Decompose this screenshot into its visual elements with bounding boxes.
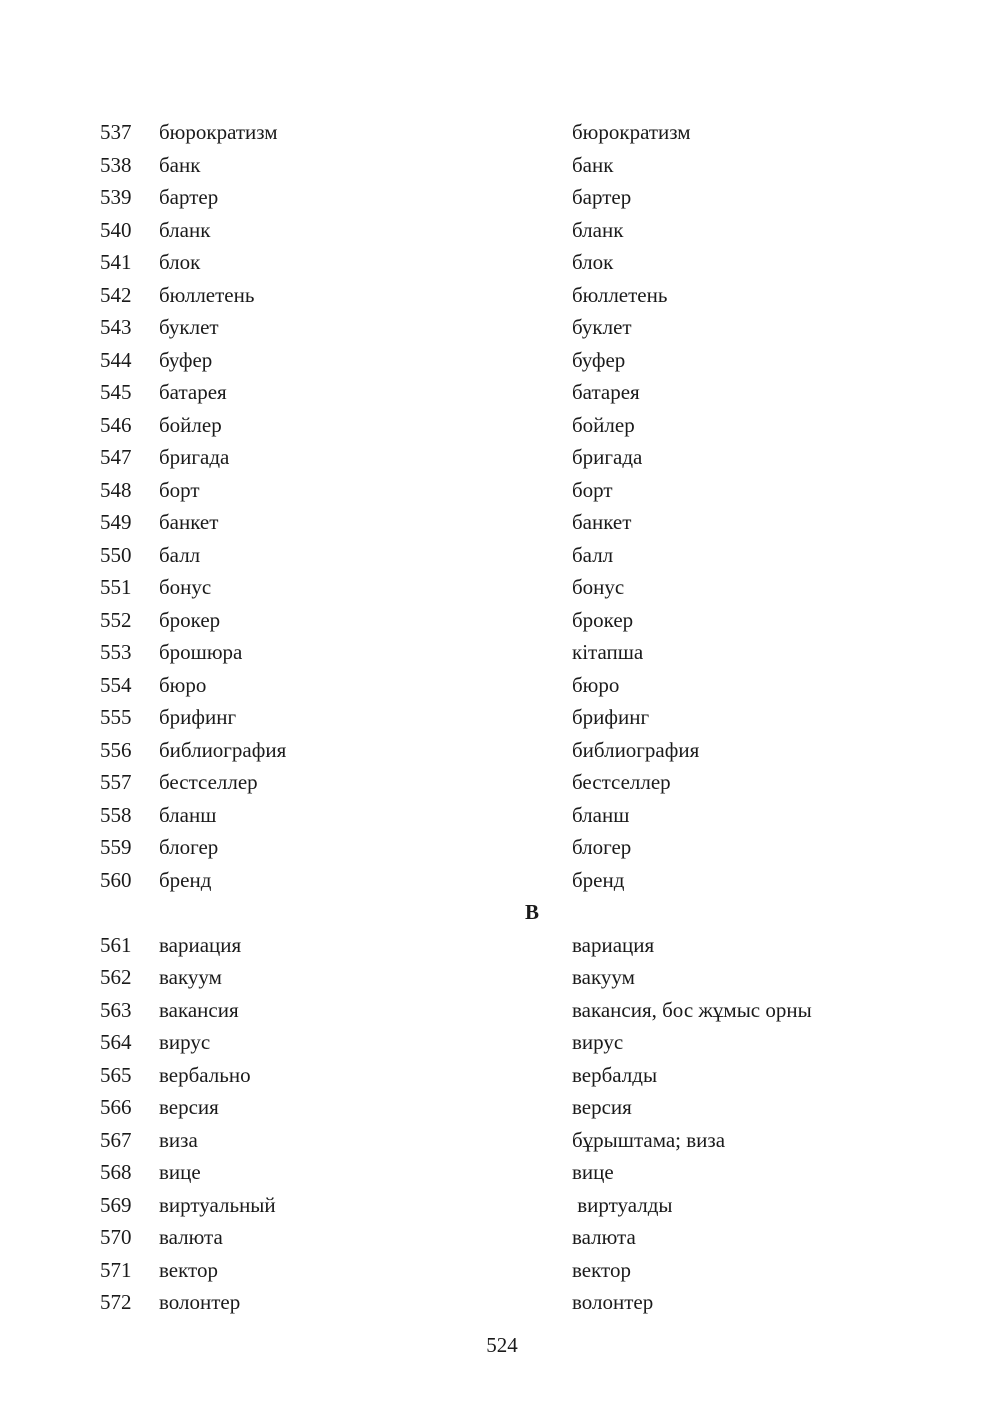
glossary-row bbox=[0, 1254, 1004, 1287]
entry-number: 553 bbox=[100, 640, 132, 664]
glossary-row bbox=[0, 506, 1004, 539]
russian-term: банкет bbox=[159, 510, 219, 534]
kazakh-term: брифинг bbox=[572, 705, 650, 729]
glossary-row bbox=[0, 1124, 1004, 1157]
russian-term: вариация bbox=[159, 932, 242, 957]
glossary-row bbox=[0, 571, 1004, 604]
russian-term: бренд bbox=[159, 867, 212, 892]
entry-number: 566 bbox=[100, 1095, 132, 1119]
russian-term: виза bbox=[159, 1127, 198, 1152]
entry-number: 557 bbox=[100, 770, 132, 794]
entry-number: 543 bbox=[100, 315, 132, 339]
entry-number: 560 bbox=[100, 867, 132, 892]
russian-term: библиография bbox=[159, 737, 287, 762]
entry-number: 537 bbox=[100, 120, 132, 144]
kazakh-term: бюллетень bbox=[572, 282, 668, 307]
glossary-row bbox=[0, 799, 1004, 832]
kazakh-term: бюро bbox=[572, 672, 620, 697]
entry-number: 563 bbox=[100, 997, 132, 1022]
russian-term: вектор bbox=[159, 1257, 218, 1282]
kazakh-term: бланк bbox=[572, 217, 624, 242]
russian-term: волонтер bbox=[159, 1290, 241, 1314]
entry-number: 548 bbox=[100, 477, 132, 502]
russian-term: бонус bbox=[159, 575, 212, 599]
glossary-row bbox=[0, 181, 1004, 214]
entry-number: 561 bbox=[100, 932, 132, 957]
entry-number: 540 bbox=[100, 217, 132, 242]
entry-number: 551 bbox=[100, 575, 132, 599]
glossary-row bbox=[0, 734, 1004, 767]
glossary-row bbox=[0, 279, 1004, 312]
entry-number: 564 bbox=[100, 1030, 132, 1054]
kazakh-term: буфер bbox=[572, 347, 626, 372]
glossary-row bbox=[0, 701, 1004, 734]
russian-term: блогер bbox=[159, 835, 219, 859]
glossary-row bbox=[0, 1026, 1004, 1059]
kazakh-term: бюрократизм bbox=[572, 120, 691, 144]
glossary-list bbox=[0, 116, 1004, 1319]
kazakh-term: вербалды bbox=[572, 1062, 658, 1087]
glossary-row bbox=[0, 929, 1004, 962]
kazakh-term: кітапша bbox=[572, 640, 644, 664]
kazakh-term: блогер bbox=[572, 835, 632, 859]
russian-term: бойлер bbox=[159, 412, 222, 437]
glossary-group-b bbox=[0, 116, 1004, 896]
kazakh-term: вирус bbox=[572, 1030, 624, 1054]
kazakh-term: бартер bbox=[572, 185, 632, 209]
entry-number: 539 bbox=[100, 185, 132, 209]
kazakh-term: бойлер bbox=[572, 412, 635, 437]
entry-number: 558 bbox=[100, 802, 132, 827]
kazakh-term: вакансия, бос жұмыс орны bbox=[572, 997, 812, 1022]
entry-number: 562 bbox=[100, 965, 132, 989]
glossary-row bbox=[0, 344, 1004, 377]
entry-number: 546 bbox=[100, 412, 132, 437]
kazakh-term: бұрыштама; виза bbox=[572, 1127, 726, 1152]
glossary-row bbox=[0, 961, 1004, 994]
russian-term: вакуум bbox=[159, 965, 222, 989]
glossary-row bbox=[0, 1091, 1004, 1124]
russian-term: банк bbox=[159, 152, 201, 177]
kazakh-term: волонтер bbox=[572, 1290, 654, 1314]
section-letter: В bbox=[524, 900, 540, 924]
entry-number: 556 bbox=[100, 737, 132, 762]
entry-number: 542 bbox=[100, 282, 132, 307]
russian-term: бюро bbox=[159, 672, 207, 697]
glossary-row bbox=[0, 311, 1004, 344]
kazakh-term: батарея bbox=[572, 380, 640, 404]
entry-number: 554 bbox=[100, 672, 132, 697]
entry-number: 550 bbox=[100, 542, 132, 567]
glossary-row bbox=[0, 441, 1004, 474]
glossary-group-v bbox=[0, 929, 1004, 1319]
kazakh-term: версия bbox=[572, 1095, 632, 1119]
glossary-row bbox=[0, 1286, 1004, 1319]
glossary-row bbox=[0, 246, 1004, 279]
entry-number: 559 bbox=[100, 835, 132, 859]
russian-term: батарея bbox=[159, 380, 227, 404]
entry-number: 547 bbox=[100, 445, 132, 469]
russian-term: валюта bbox=[159, 1225, 223, 1249]
russian-term: бюрократизм bbox=[159, 120, 278, 144]
kazakh-term: бригада bbox=[572, 445, 643, 469]
glossary-row bbox=[0, 149, 1004, 182]
russian-term: вакансия bbox=[159, 997, 239, 1022]
kazakh-term: вакуум bbox=[572, 965, 635, 989]
kazakh-term: банкет bbox=[572, 510, 632, 534]
glossary-row bbox=[0, 376, 1004, 409]
section-heading bbox=[0, 896, 1004, 929]
glossary-row bbox=[0, 766, 1004, 799]
kazakh-term: борт bbox=[572, 477, 613, 502]
kazakh-term: виртуалды bbox=[572, 1192, 673, 1217]
entry-number: 570 bbox=[100, 1225, 132, 1249]
entry-number: 571 bbox=[100, 1257, 132, 1282]
russian-term: брифинг bbox=[159, 705, 237, 729]
entry-number: 568 bbox=[100, 1160, 132, 1184]
kazakh-term: бланш bbox=[572, 802, 630, 827]
russian-term: бартер bbox=[159, 185, 219, 209]
entry-number: 549 bbox=[100, 510, 132, 534]
kazakh-term: вектор bbox=[572, 1257, 631, 1282]
page-number: 524 bbox=[486, 1333, 518, 1357]
entry-number: 565 bbox=[100, 1062, 132, 1087]
kazakh-term: вариация bbox=[572, 932, 655, 957]
russian-term: вербально bbox=[159, 1062, 251, 1087]
russian-term: бланш bbox=[159, 802, 217, 827]
glossary-row bbox=[0, 539, 1004, 572]
entry-number: 567 bbox=[100, 1127, 132, 1152]
entry-number: 541 bbox=[100, 250, 132, 274]
entry-number: 572 bbox=[100, 1290, 132, 1314]
russian-term: борт bbox=[159, 477, 200, 502]
russian-term: виртуальный bbox=[159, 1192, 276, 1217]
glossary-row bbox=[0, 116, 1004, 149]
kazakh-term: балл bbox=[572, 542, 614, 567]
glossary-row bbox=[0, 1156, 1004, 1189]
glossary-row bbox=[0, 474, 1004, 507]
russian-term: балл bbox=[159, 542, 201, 567]
russian-term: версия bbox=[159, 1095, 219, 1119]
russian-term: буфер bbox=[159, 347, 213, 372]
glossary-row bbox=[0, 636, 1004, 669]
russian-term: бестселлер bbox=[159, 770, 258, 794]
kazakh-term: валюта bbox=[572, 1225, 636, 1249]
glossary-row bbox=[0, 1189, 1004, 1222]
russian-term: брошюра bbox=[159, 640, 243, 664]
glossary-row bbox=[0, 409, 1004, 442]
kazakh-term: блок bbox=[572, 250, 614, 274]
russian-term: бюллетень bbox=[159, 282, 255, 307]
kazakh-term: бренд bbox=[572, 867, 625, 892]
entry-number: 555 bbox=[100, 705, 132, 729]
entry-number: 545 bbox=[100, 380, 132, 404]
kazakh-term: бонус bbox=[572, 575, 625, 599]
glossary-row bbox=[0, 864, 1004, 897]
glossary-row bbox=[0, 669, 1004, 702]
russian-term: блок bbox=[159, 250, 201, 274]
glossary-row bbox=[0, 604, 1004, 637]
entry-number: 552 bbox=[100, 607, 132, 632]
kazakh-term: вице bbox=[572, 1160, 614, 1184]
russian-term: бригада bbox=[159, 445, 230, 469]
entry-number: 538 bbox=[100, 152, 132, 177]
kazakh-term: библиография bbox=[572, 737, 700, 762]
russian-term: вице bbox=[159, 1160, 201, 1184]
glossary-row bbox=[0, 214, 1004, 247]
kazakh-term: буклет bbox=[572, 315, 632, 339]
russian-term: буклет bbox=[159, 315, 219, 339]
russian-term: вирус bbox=[159, 1030, 211, 1054]
kazakh-term: брокер bbox=[572, 607, 634, 632]
russian-term: бланк bbox=[159, 217, 211, 242]
entry-number: 569 bbox=[100, 1192, 132, 1217]
russian-term: брокер bbox=[159, 607, 221, 632]
glossary-row bbox=[0, 1059, 1004, 1092]
kazakh-term: бестселлер bbox=[572, 770, 671, 794]
kazakh-term: банк bbox=[572, 152, 614, 177]
glossary-row bbox=[0, 1221, 1004, 1254]
entry-number: 544 bbox=[100, 347, 132, 372]
glossary-row bbox=[0, 994, 1004, 1027]
glossary-row bbox=[0, 831, 1004, 864]
